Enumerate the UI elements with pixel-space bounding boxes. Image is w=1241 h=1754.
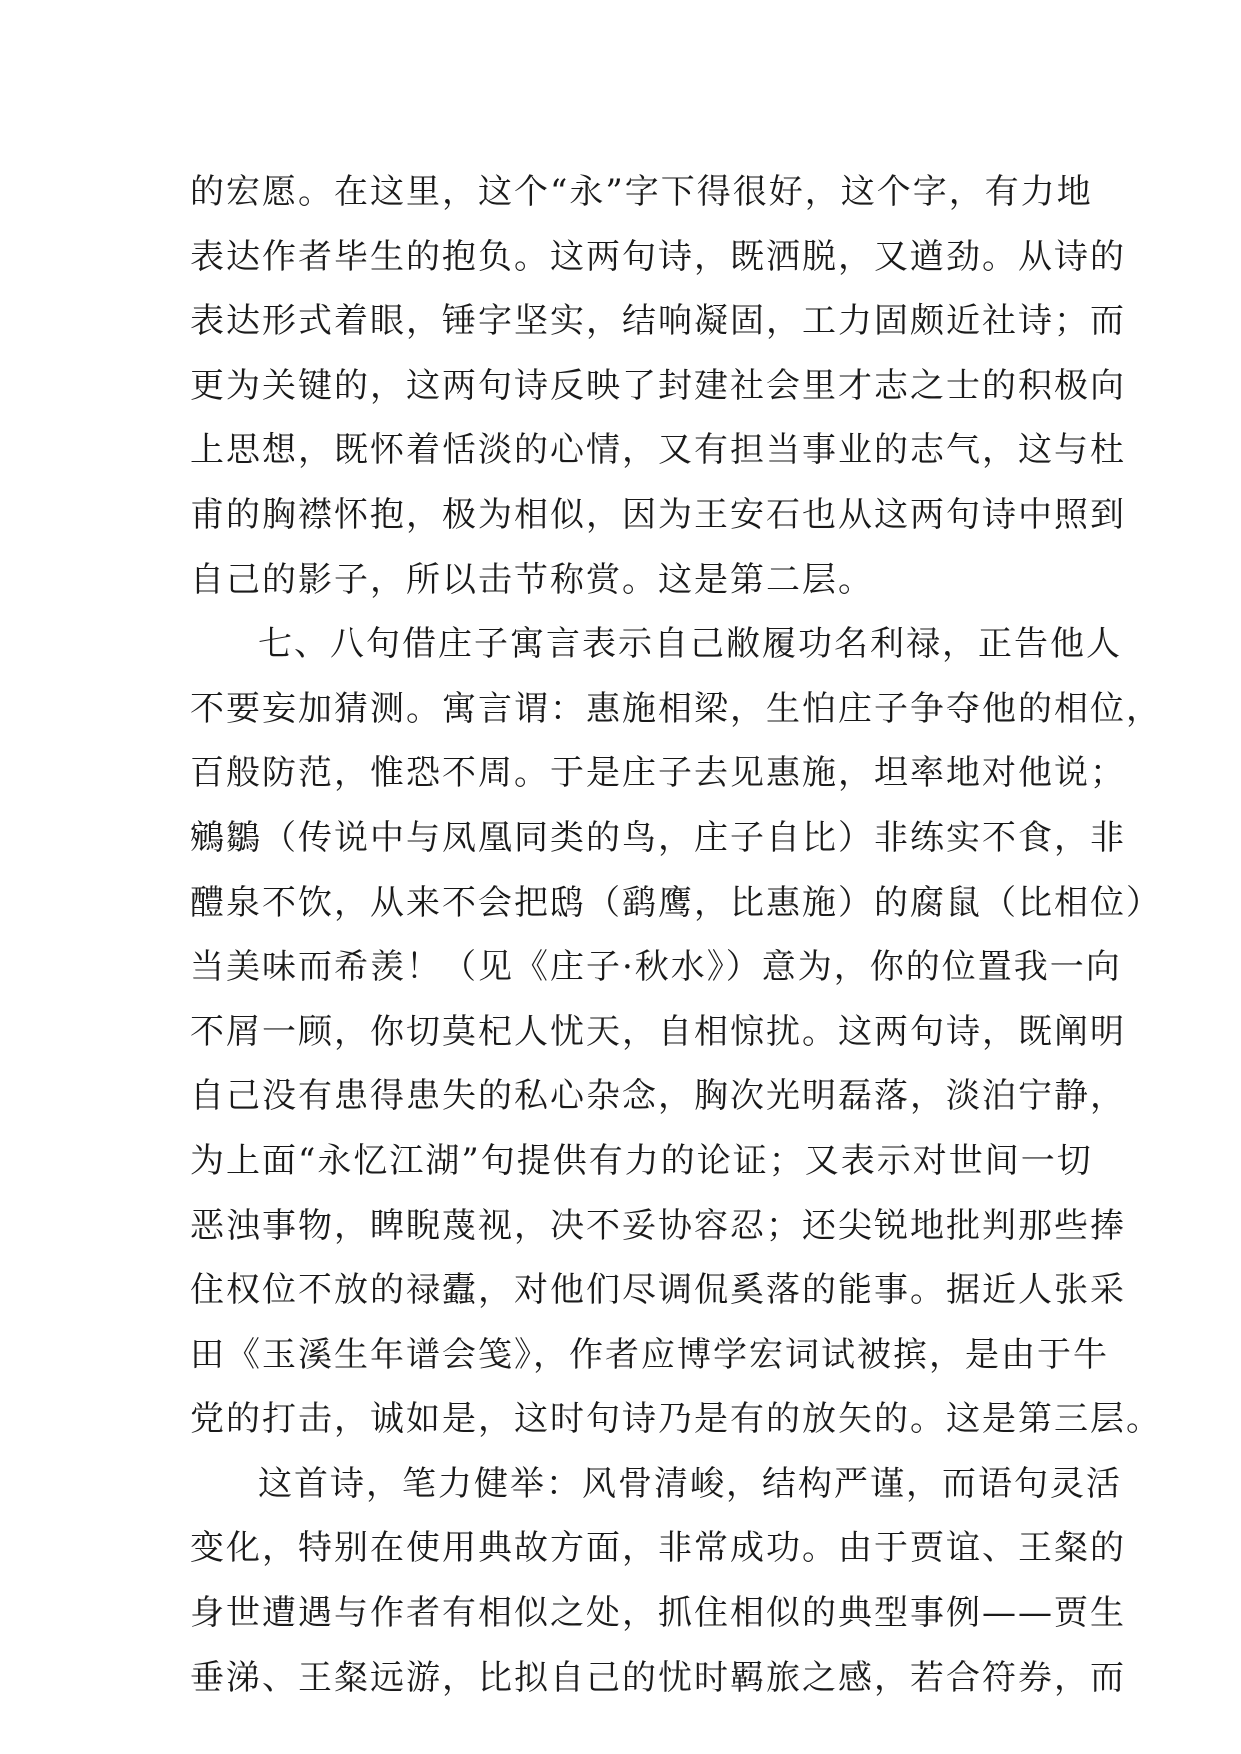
paragraph-first-line: 七、八句借庄子寓言表示自己敝履功名利禄，正告他人 (258, 624, 1122, 665)
text-line: 表达形式着眼，锤字坚实，结响凝固，工力固颇近社诗；而 (190, 301, 1126, 342)
text-line: 自己的影子，所以击节称赏。这是第二层。 (190, 559, 874, 600)
text-line: 甫的胸襟怀抱，极为相似，因为王安石也从这两句诗中照到 (190, 494, 1126, 535)
text-line: 上思想，既怀着恬淡的心情，又有担当事业的志气，这与杜 (190, 430, 1126, 471)
text-line: 的宏愿。在这里，这个“永”字下得很好，这个字，有力地 (190, 172, 1093, 212)
text-line: 更为关键的，这两句诗反映了封建社会里才志之士的积极向 (190, 365, 1126, 406)
text-line: 不要妄加猜测。寓言谓：惠施相梁，生怕庄子争夺他的相位， (190, 688, 1162, 729)
text-line: 变化，特别在使用典故方面，非常成功。由于贾谊、王粲的 (190, 1528, 1126, 1569)
text-line: 身世遭遇与作者有相似之处，抓住相似的典型事例——贾生 (190, 1593, 1126, 1634)
text-line: 党的打击，诚如是，这时句诗乃是有的放矢的。这是第三层。 (190, 1399, 1162, 1440)
text-line: 不屑一顾，你切莫杞人忧天，自相惊扰。这两句诗，既阐明 (190, 1011, 1126, 1052)
body-text (190, 160, 1162, 1710)
text-line: 鵷鶵（传说中与凤凰同类的鸟，庄子自比）非练实不食，非 (190, 817, 1126, 858)
text-line: 为上面“永忆江湖”句提供有力的论证；又表示对世间一切 (190, 1140, 1093, 1181)
text-line: 垂涕、王粲远游，比拟自己的忧时羁旅之感，若合符券，而 (190, 1657, 1126, 1698)
text-line: 自己没有患得患失的私心杂念，胸次光明磊落，淡泊宁静， (190, 1076, 1126, 1117)
text-line: 田《玉溪生年谱会笺》，作者应博学宏词试被摈，是由于牛 (190, 1334, 1109, 1375)
text-line: 当美味而希羡！（见《庄子·秋水》）意为，你的位置我一向 (190, 947, 1122, 988)
text-line: 百般防范，惟恐不周。于是庄子去见惠施，坦率地对他说； (190, 753, 1126, 794)
text-line: 住权位不放的禄蠹，对他们尽调侃奚落的能事。据近人张采 (190, 1270, 1126, 1311)
text-line: 醴泉不饮，从来不会把鸱（鹞鹰，比惠施）的腐鼠（比相位） (190, 882, 1162, 923)
text-line: 恶浊事物，睥睨蔑视，决不妥协容忍；还尖锐地批判那些捧 (190, 1205, 1126, 1246)
text-line: 表达作者毕生的抱负。这两句诗，既洒脱，又遒劲。从诗的 (190, 236, 1126, 277)
paragraph-first-line: 这首诗，笔力健举：风骨清峻，结构严谨，而语句灵活 (258, 1463, 1122, 1504)
